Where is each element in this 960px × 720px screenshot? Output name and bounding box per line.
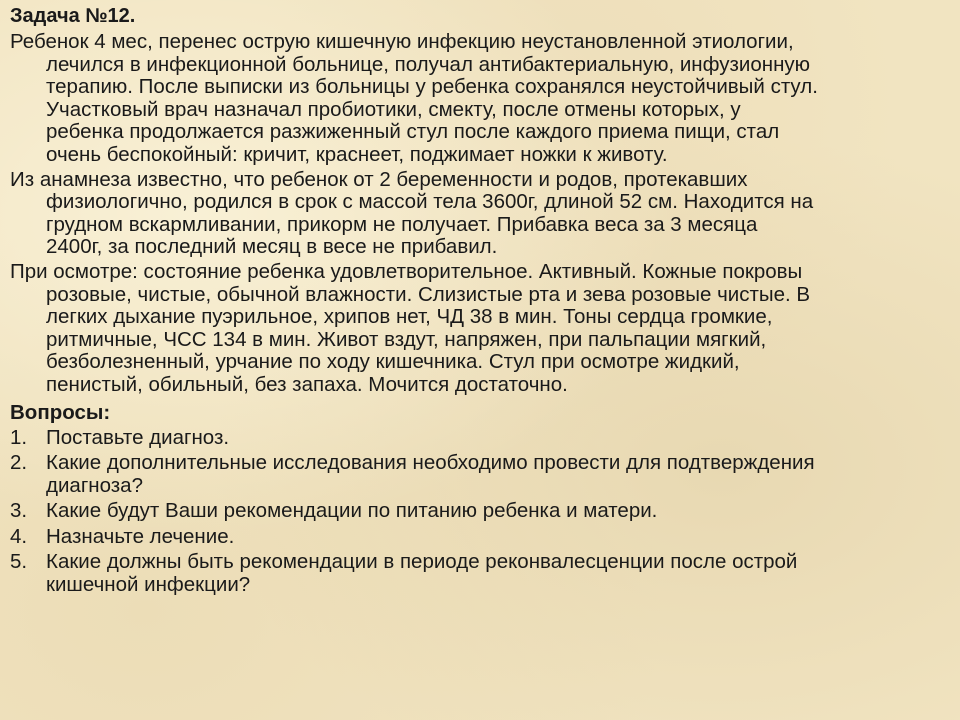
case-paragraph <box>10 261 948 397</box>
paragraph-line: ритмичные, ЧСС 134 в мин. Живот вздут, напряжен, при пальпации мягкий, <box>46 327 767 351</box>
paragraph-line: пенистый, обильный, без запаха. Мочится достаточно. <box>46 372 568 396</box>
paragraph-line: При осмотре: состояние ребенка удовлетворительное. Активный. Кожные покровы <box>10 259 803 283</box>
question-number: 2. <box>10 451 28 475</box>
paragraph-line: очень беспокойный: кричит, краснеет, поджимает ножки к животу. <box>46 142 668 166</box>
question-item <box>10 551 948 596</box>
questions-list <box>10 427 948 597</box>
questions-heading: Вопросы: <box>10 400 111 424</box>
question-text-line: Назначьте лечение. <box>46 524 235 548</box>
paragraph-line: лечился в инфекционной больнице, получал антибактериальную, инфузионную <box>46 52 811 76</box>
case-description <box>10 31 948 397</box>
paragraph-line: Из анамнеза известно, что ребенок от 2 беременности и родов, протекавших <box>10 167 748 191</box>
question-number: 4. <box>10 524 28 548</box>
question-text-line: диагноза? <box>46 473 143 497</box>
question-text-line: Какие дополнительные исследования необходимо провести для подтверждения <box>46 451 815 475</box>
question-item <box>10 427 948 450</box>
question-number: 5. <box>10 550 28 574</box>
task-title: Задача №12. <box>10 5 136 27</box>
question-number: 3. <box>10 499 28 523</box>
paragraph-line: грудном вскармливании, прикорм не получает. Прибавка веса за 3 месяца <box>46 212 758 236</box>
paragraph-line: 2400г, за последний месяц в весе не прибавил. <box>46 235 498 259</box>
question-text-line: Поставьте диагноз. <box>46 425 230 449</box>
question-text-line: кишечной инфекции? <box>46 573 251 597</box>
paragraph-line: Участковый врач назначал пробиотики, смекту, после отмены которых, у <box>46 97 741 121</box>
paragraph-line: терапию. После выписки из больницы у ребенка сохранялся неустойчивый стул. <box>46 75 818 99</box>
paragraph-line: легких дыхание пуэрильное, хрипов нет, ЧД 38 в мин. Тоны сердца громкие, <box>46 305 773 329</box>
paragraph-line: ребенка продолжается разжиженный стул после каждого приема пищи, стал <box>46 120 780 144</box>
case-paragraph <box>10 169 948 259</box>
case-paragraph <box>10 31 948 167</box>
question-item <box>10 500 948 523</box>
question-item <box>10 452 948 497</box>
question-item <box>10 526 948 549</box>
paragraph-line: розовые, чистые, обычной влажности. Слизистые рта и зева розовые чистые. В <box>46 282 811 306</box>
paragraph-line: Ребенок 4 мес, перенес острую кишечную инфекцию неустановленной этиологии, <box>10 30 794 53</box>
question-text-line: Какие должны быть рекомендации в периоде реконвалесценции после острой <box>46 550 798 574</box>
question-number: 1. <box>10 425 28 449</box>
paragraph-line: безболезненный, урчание по ходу кишечника. Стул при осмотре жидкий, <box>46 350 740 374</box>
question-text-line: Какие будут Ваши рекомендации по питанию ребенка и матери. <box>46 499 658 523</box>
paragraph-line: физиологично, родился в срок с массой тела 3600г, длиной 52 см. Находится на <box>46 190 814 214</box>
